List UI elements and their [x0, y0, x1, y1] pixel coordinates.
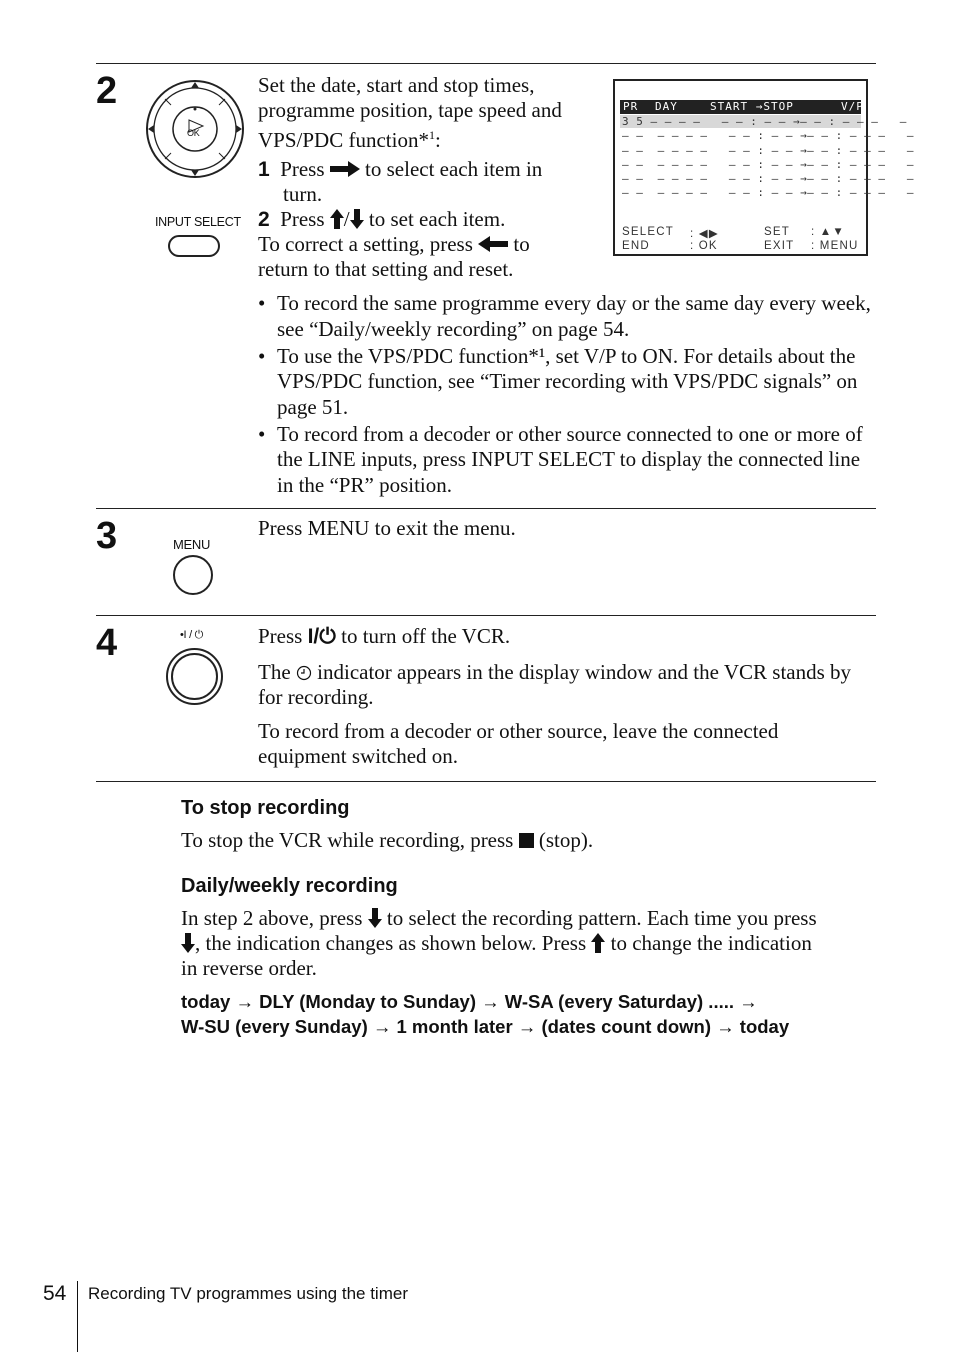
step-2-number: 2 [96, 70, 118, 112]
osd-header [620, 100, 864, 114]
osd-col-vp: V/P [841, 100, 864, 113]
rule-step4 [96, 615, 876, 616]
input-select-label: INPUT SELECT [155, 215, 241, 229]
osd-row-3: – – – – – – – – : – – →– – : – – – – [622, 144, 915, 157]
osd-row-1: 3 5 – – – – – – : – – →– – : – – – – [622, 115, 907, 128]
step-4-number: 4 [96, 622, 118, 664]
bullet-vps-pdc: • To use the VPS/PDC function*¹, set V/P to ON. For details about the VPS/PDC function, see “Timer recording with VPS/PDC signals” on page 51. [258, 344, 878, 421]
up-arrow-icon [330, 209, 344, 229]
input-select-button[interactable] [168, 235, 220, 257]
down-arrow-icon [181, 933, 195, 953]
stop-recording-heading: To stop recording [181, 797, 350, 819]
osd-col-day: DAY [655, 100, 678, 113]
osd-select-value: : ◀▶ [690, 228, 719, 240]
rule-top [96, 63, 876, 64]
osd-end-value: : OK [690, 240, 718, 252]
osd-row-6: – – – – – – – – : – – →– – : – – – – [622, 186, 915, 199]
step2-sub2: 2 Press / to set each item. [258, 207, 506, 231]
power-button[interactable] [166, 648, 223, 705]
step-3-number: 3 [96, 515, 118, 557]
page-number: 54 [43, 1282, 67, 1305]
osd-row-2: – – – – – – – – : – – →– – : – – – – [622, 129, 915, 142]
down-arrow-icon [368, 908, 382, 928]
rule-step3 [96, 508, 876, 509]
rule-bottom [96, 781, 876, 782]
power-symbol: I/⏻ [307, 625, 336, 648]
section-title: Recording TV programmes using the timer [88, 1284, 408, 1303]
daily-weekly-paragraph: In step 2 above, press to select the recording pattern. Each time you press , the indication changes as shown below. Press to change the indication in reverse order. [181, 906, 817, 980]
step3-text: Press MENU to exit the menu. [258, 516, 516, 540]
ok-label: OK [187, 128, 200, 138]
osd-row-4: – – – – – – – – : – – →– – : – – – – [622, 158, 915, 171]
step4-line3: To record from a decoder or other source, leave the connected equipment switched on. [258, 719, 779, 768]
step2-sub1: 1 Press to select each item in turn. [258, 157, 543, 206]
step2-intro: Set the date, start and stop times, programme position, tape speed and VPS/PDC function*$^1$: [258, 73, 562, 152]
daily-weekly-heading: Daily/weekly recording [181, 875, 398, 897]
osd-set-value: : ▲▼ [811, 226, 845, 238]
power-label: •I / ⏻ [180, 629, 203, 641]
footer-divider [77, 1281, 78, 1352]
menu-label: MENU [173, 537, 211, 552]
step2-correct: To correct a setting, press to return to that setting and reset. [258, 232, 530, 281]
up-arrow-icon [591, 933, 605, 953]
left-arrow-icon [478, 236, 508, 252]
pattern-sequence-line2: W-SU (every Sunday) → 1 month later → (dates count down) → today [181, 1016, 790, 1037]
timer-osd-screen [613, 79, 915, 256]
bullet-decoder: • To record from a decoder or other source connected to one or more of the LINE inputs, press INPUT SELECT to display the connected line in the “PR” position. [258, 422, 878, 499]
osd-col-pr: PR [623, 100, 639, 113]
stop-recording-text: To stop the VCR while recording, press (stop). [181, 828, 594, 852]
step2-bullet-list [258, 291, 878, 500]
right-arrow-icon [330, 161, 360, 177]
osd-select: SELECT [622, 226, 674, 238]
osd-col-start-stop: START →STOP [710, 100, 794, 113]
osd-set: SET [764, 226, 790, 238]
down-arrow-icon [350, 209, 364, 229]
step4-line2: The indicator appears in the display window and the VCR stands by for recording. [258, 660, 852, 709]
timer-clock-icon [296, 665, 312, 681]
bullet-daily-weekly: • To record the same programme every day or the same day every week, see “Daily/weekly recording” on page 54. [258, 291, 878, 342]
osd-exit-value: : MENU [811, 240, 859, 252]
step4-line1: Press I/⏻ to turn off the VCR. [258, 624, 511, 648]
stop-square-icon [519, 833, 534, 848]
osd-exit: EXIT [764, 240, 795, 252]
osd-row-5: – – – – – – – – : – – →– – : – – – – [622, 172, 915, 185]
menu-button[interactable] [173, 555, 213, 595]
pattern-sequence-line1: today → DLY (Monday to Sunday) → W-SA (every Saturday) ..... → [181, 991, 758, 1012]
osd-end: END [622, 240, 650, 252]
power-button-inner-ring [171, 653, 218, 700]
